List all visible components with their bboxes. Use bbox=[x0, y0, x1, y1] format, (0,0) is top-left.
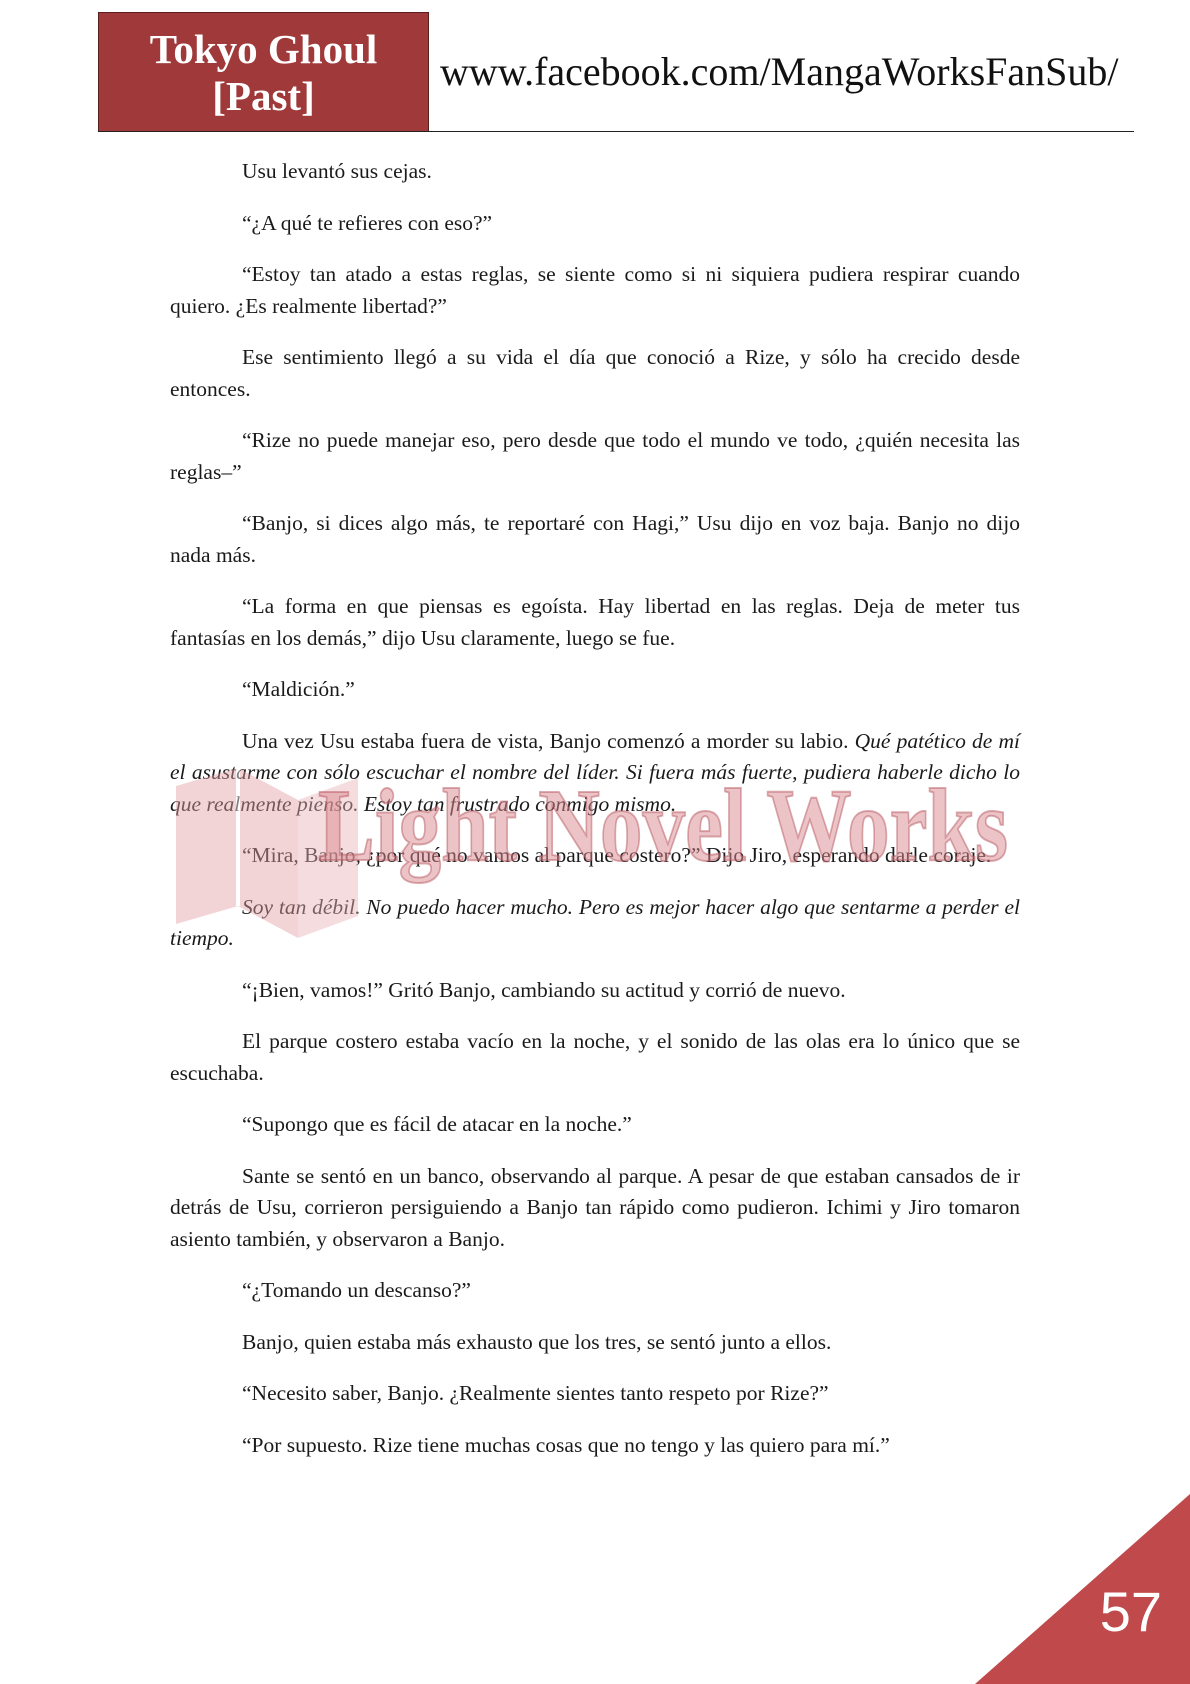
paragraph-italic-text: Qué patético de mí el asustarme con sólo escuchar el nombre del líder. Si fuera más fuerte, pudiera haberle dicho lo que realmente pienso. Estoy tan frustrado conmigo mismo. bbox=[170, 728, 1020, 816]
paragraph-text: “Estoy tan atado a estas reglas, se siente como si ni siquiera pudiera respirar cuando quiero. ¿Es realmente libertad?” bbox=[170, 262, 1020, 318]
paragraph-text: Usu levantó sus cejas. bbox=[242, 159, 432, 183]
header-divider bbox=[98, 131, 1134, 132]
paragraph-text: “¿Tomando un descanso?” bbox=[242, 1278, 471, 1302]
paragraph-text: “Necesito saber, Banjo. ¿Realmente sientes tanto respeto por Rize?” bbox=[242, 1381, 829, 1405]
header-url: www.facebook.com/MangaWorksFanSub/ bbox=[440, 49, 1119, 94]
paragraph-text: “¡Bien, vamos!” Gritó Banjo, cambiando su actitud y corrió de nuevo. bbox=[242, 977, 846, 1002]
paragraph-text: “Maldición.” bbox=[242, 677, 355, 701]
paragraph bbox=[170, 840, 1020, 872]
paragraph bbox=[170, 1161, 1020, 1256]
paragraph bbox=[170, 1275, 1020, 1307]
paragraph bbox=[170, 975, 1020, 1007]
paragraph bbox=[170, 1430, 1020, 1462]
paragraph-text: Ese sentimiento llegó a su vida el día que conoció a Rize, y sólo ha crecido desde entonces. bbox=[170, 345, 1020, 401]
paragraph bbox=[170, 1378, 1020, 1410]
paragraph bbox=[170, 508, 1020, 571]
paragraph-text: “¿A qué te refieres con eso?” bbox=[242, 210, 493, 235]
book-title-line1: Tokyo Ghoul bbox=[149, 26, 378, 72]
paragraph bbox=[170, 156, 1020, 188]
paragraph bbox=[170, 1327, 1020, 1359]
paragraph bbox=[170, 342, 1020, 405]
paragraph-text: “Mira, Banjo, ¿por qué no vamos al parque costero?” Dijo Jiro, esperando darle coraje. bbox=[242, 843, 992, 867]
paragraph bbox=[170, 892, 1020, 955]
paragraph bbox=[170, 259, 1020, 322]
paragraph-text: “Rize no puede manejar eso, pero desde que todo el mundo ve todo, ¿quién necesita las reglas–” bbox=[170, 428, 1020, 484]
paragraph bbox=[170, 208, 1020, 240]
paragraph bbox=[170, 726, 1020, 821]
paragraph-text: Banjo, quien estaba más exhausto que los tres, se sentó junto a ellos. bbox=[242, 1329, 832, 1354]
paragraph-text: Sante se sentó en un banco, observando al parque. A pesar de que estaban cansados de ir detrás de Usu, corrieron persiguiendo a Banjo tan rápido como pudieron. Ichimi y Jiro tomaron asiento también, y observaron a Banjo. bbox=[170, 1163, 1020, 1251]
paragraph bbox=[170, 1109, 1020, 1141]
paragraph-text: El parque costero estaba vacío en la noche, y el sonido de las olas era lo único que se escuchaba. bbox=[170, 1029, 1020, 1085]
paragraph-text: “Por supuesto. Rize tiene muchas cosas que no tengo y las quiero para mí.” bbox=[242, 1432, 890, 1457]
paragraph-text: Una vez Usu estaba fuera de vista, Banjo comenzó a morder su labio. bbox=[242, 728, 855, 753]
book-title-box bbox=[98, 12, 429, 132]
paragraph-text: “Supongo que es fácil de atacar en la noche.” bbox=[242, 1112, 632, 1136]
paragraph-italic-text: Soy tan débil. No puedo hacer mucho. Pero es mejor hacer algo que sentarme a perder el tiempo. bbox=[170, 894, 1020, 950]
paragraph bbox=[170, 425, 1020, 488]
book-title-line2: [Past] bbox=[212, 73, 315, 119]
paragraph bbox=[170, 591, 1020, 654]
paragraph-text: “La forma en que piensas es egoísta. Hay libertad en las reglas. Deja de meter tus fantasías en los demás,” dijo Usu claramente, luego se fue. bbox=[170, 594, 1020, 650]
watermark-text: Light Novel Works bbox=[318, 768, 1008, 883]
page-body bbox=[170, 156, 1020, 1481]
paragraph-text: “Banjo, si dices algo más, te reportaré con Hagi,” Usu dijo en voz baja. Banjo no dijo nada más. bbox=[170, 511, 1020, 567]
page-number: 57 bbox=[1099, 1580, 1162, 1643]
paragraph bbox=[170, 674, 1020, 706]
paragraph bbox=[170, 1026, 1020, 1089]
